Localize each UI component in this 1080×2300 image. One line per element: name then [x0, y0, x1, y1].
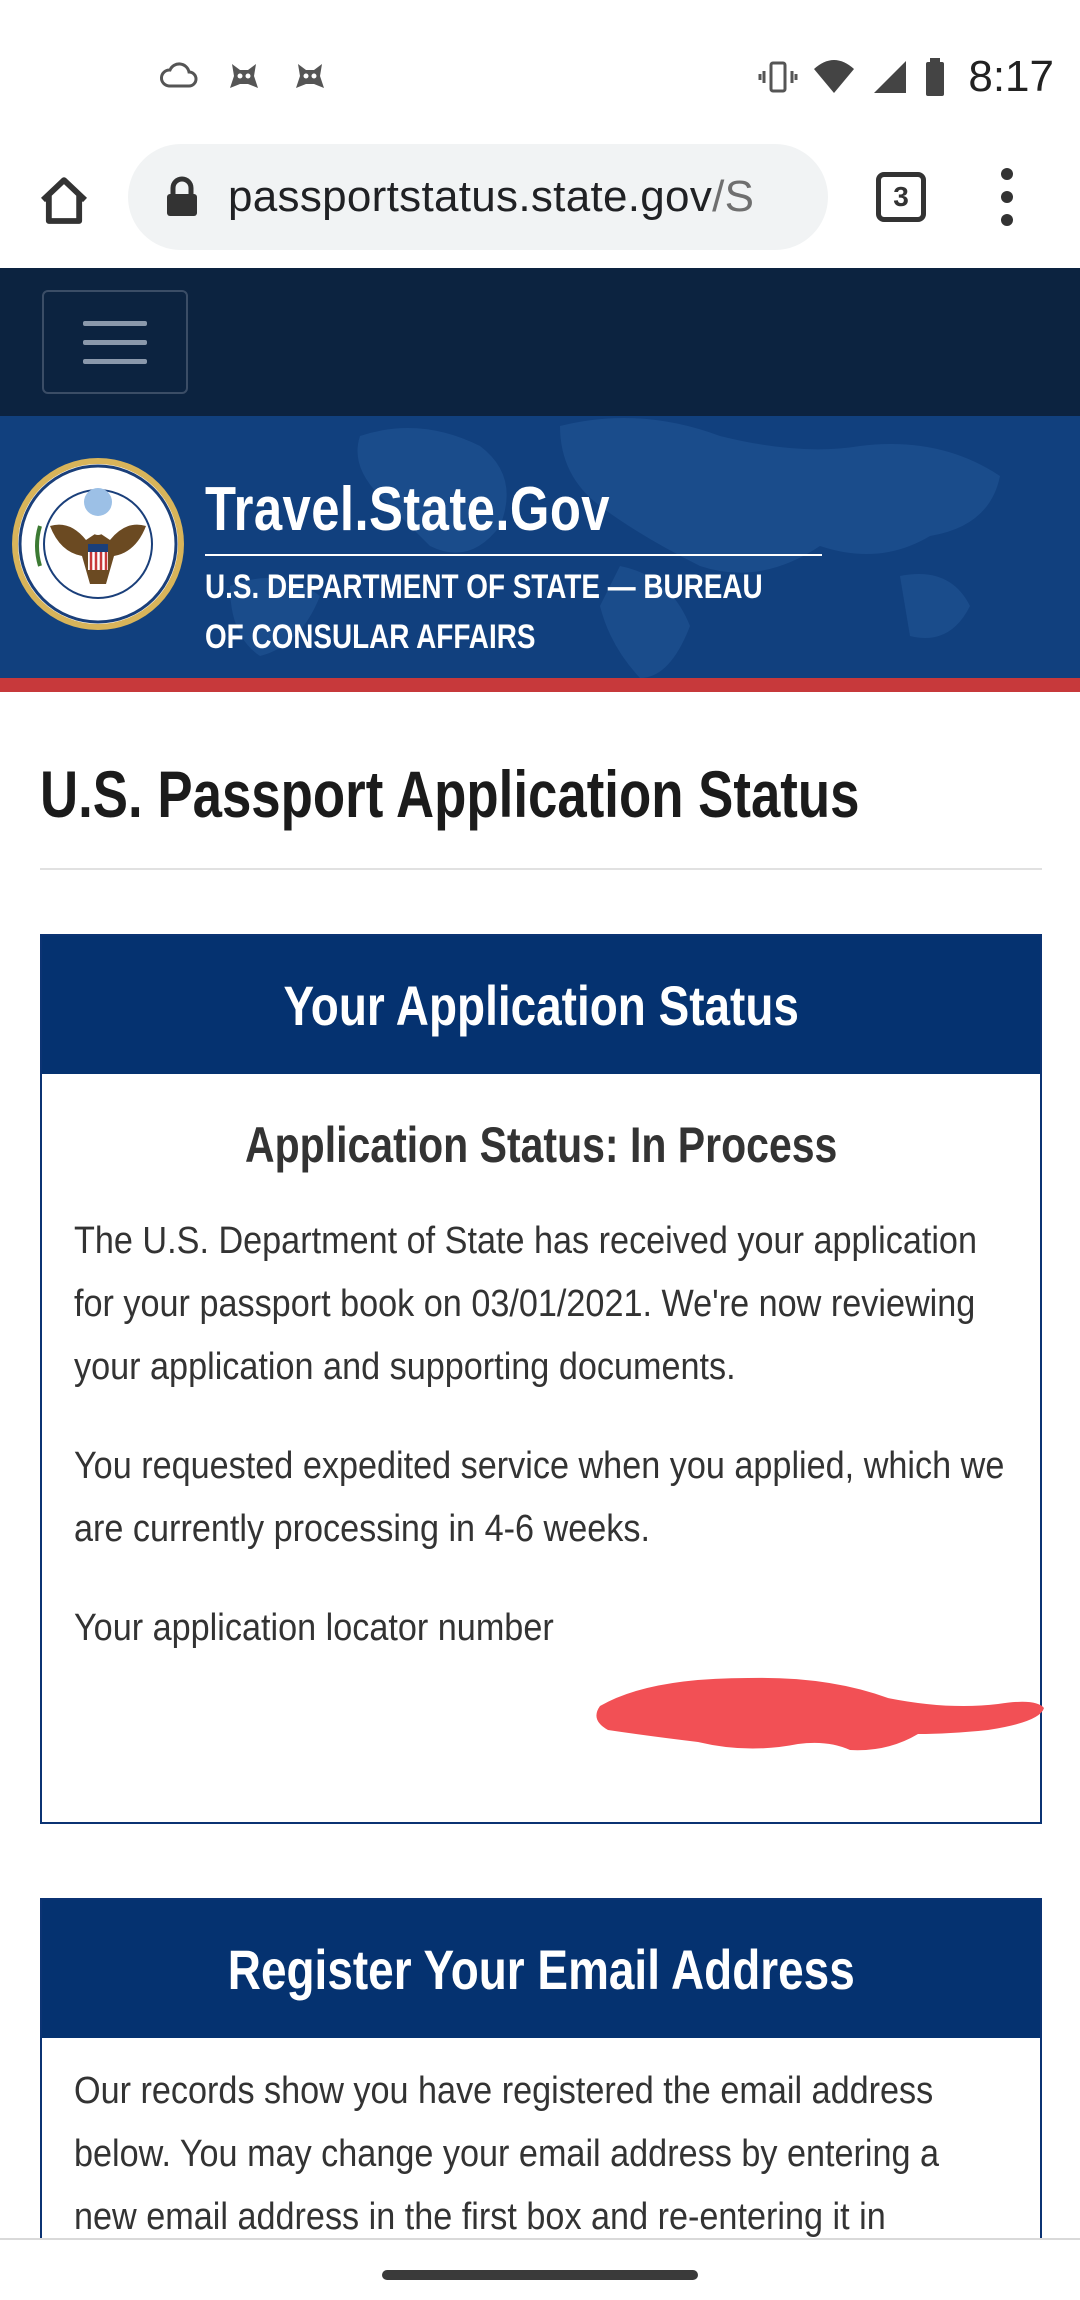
bot-icon — [290, 56, 330, 96]
menu-dot-icon — [1001, 191, 1013, 203]
nav-menu-toggle[interactable] — [42, 290, 188, 394]
gesture-nav-bar — [0, 2238, 1080, 2300]
vibrate-icon — [758, 56, 798, 98]
hamburger-line — [83, 340, 147, 345]
status-bar — [0, 0, 1080, 140]
email-paragraph: Our records show you have registered the email address below. You may change your email address by entering a new email address in the first box and re-entering it in — [74, 2070, 940, 2238]
site-nav — [0, 268, 1080, 416]
register-email-card-header — [42, 1900, 1040, 2038]
locator-number-line — [74, 1597, 1010, 1660]
browser-toolbar — [0, 140, 1080, 268]
bot-icon — [224, 56, 264, 96]
tab-count: 3 — [893, 181, 909, 212]
url-text — [228, 172, 754, 222]
application-status-card-body — [42, 1116, 1040, 1660]
clock: 8:17 — [968, 52, 1054, 101]
tab-switcher-button[interactable] — [876, 172, 926, 222]
application-status-card-title: Your Application Status — [283, 973, 799, 1037]
battery-icon — [924, 56, 946, 98]
site-title[interactable]: Travel.State.Gov — [205, 475, 610, 544]
title-divider — [205, 554, 822, 556]
site-subtitle: U.S. DEPARTMENT OF STATE — BUREAU OF CONSULAR AFFAIRS — [205, 568, 763, 656]
register-email-card-body — [42, 2060, 1040, 2249]
department-of-state-seal — [10, 456, 186, 632]
application-status-text: Application Status: In Process — [244, 1117, 838, 1173]
wifi-icon — [812, 56, 856, 98]
expedited-paragraph: You requested expedited service when you applied, which we are currently processing in 4-6 weeks. — [74, 1445, 1005, 1550]
menu-dot-icon — [1001, 214, 1013, 226]
signal-icon — [870, 56, 910, 98]
notification-icons — [158, 56, 330, 96]
redaction-mark — [588, 1668, 1048, 1758]
home-button[interactable] — [30, 166, 98, 234]
system-icons — [758, 52, 1054, 102]
hamburger-line — [83, 321, 147, 326]
home-icon — [36, 172, 92, 228]
application-status-line — [74, 1116, 1008, 1174]
lock-icon — [164, 176, 200, 218]
browser-menu-button[interactable] — [982, 162, 1032, 232]
hamburger-line — [83, 359, 147, 364]
site-banner — [0, 416, 1080, 678]
url-path: /S — [712, 172, 755, 221]
menu-dot-icon — [1001, 168, 1013, 180]
url-domain: passportstatus.state.gov — [228, 172, 713, 221]
application-status-card-header — [42, 936, 1040, 1074]
locator-number-label: Your application locator number — [74, 1607, 554, 1649]
received-paragraph: The U.S. Department of State has received your application for your passport book on 03/01/2021. We're now reviewing your application and supporting documents. — [74, 1220, 977, 1388]
address-bar[interactable] — [128, 144, 828, 250]
cloud-icon — [158, 56, 198, 96]
page-title: U.S. Passport Application Status — [40, 757, 860, 831]
register-email-card-title: Register Your Email Address — [227, 1937, 855, 2001]
banner-red-stripe — [0, 678, 1080, 692]
home-gesture-handle[interactable] — [382, 2270, 698, 2280]
heading-divider — [40, 868, 1042, 870]
